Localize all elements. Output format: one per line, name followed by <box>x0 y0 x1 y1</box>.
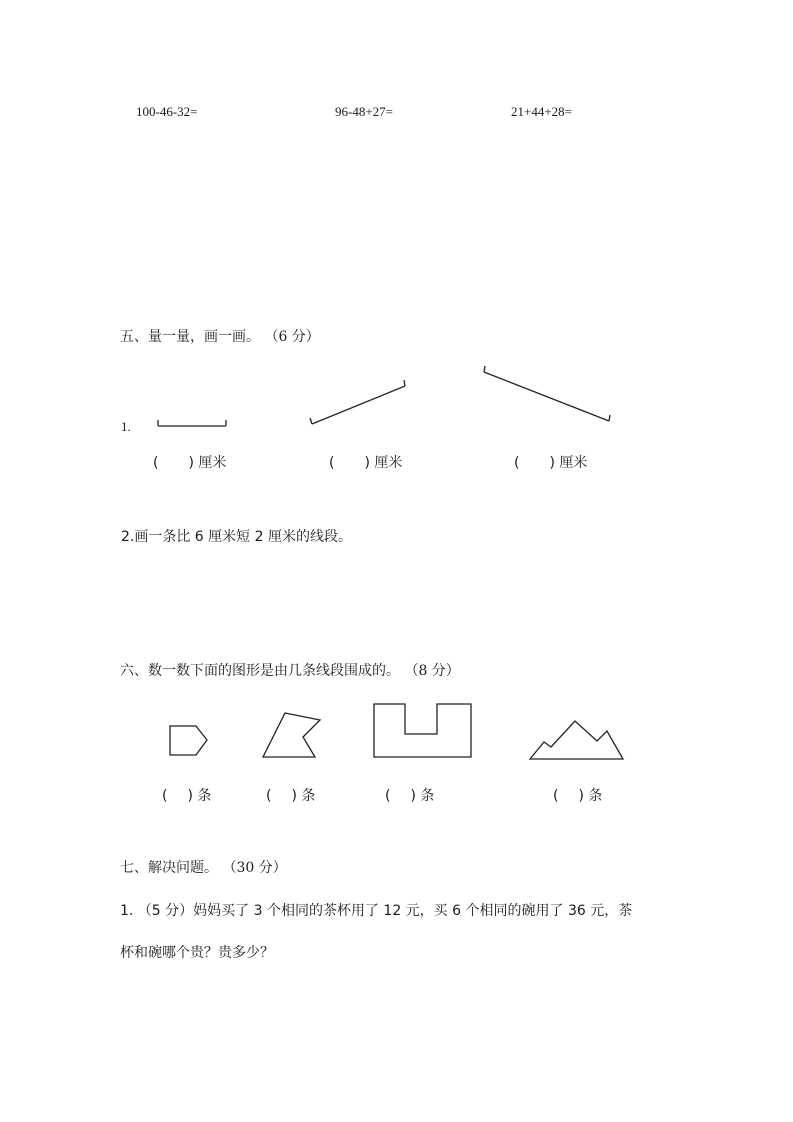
shape-pentagon <box>170 726 207 755</box>
paren-open: ( <box>385 788 391 804</box>
section-7-title: 七、解决问题。 <box>120 860 218 876</box>
problem-1-line-2: 杯和碗哪个贵？贵多少？ <box>120 945 274 961</box>
section-6-heading <box>120 660 460 680</box>
paren-open: ( <box>266 788 272 804</box>
paren-open: ( <box>162 788 168 804</box>
q1-label: 1. <box>121 419 131 434</box>
section-7-score: （30 分） <box>222 860 287 876</box>
section-6-title: 六、数一数下面的图形是由几条线段围成的。 <box>120 663 400 679</box>
unit-label: 条 <box>420 788 435 804</box>
answer-blank-shape-1[interactable] <box>162 785 211 805</box>
segment-1 <box>158 420 226 426</box>
paren-close: ) <box>410 788 416 804</box>
answer-blank-shape-3[interactable] <box>385 785 434 805</box>
shape-u <box>374 704 471 757</box>
paren-close: ) <box>291 788 297 804</box>
unit-label: 条 <box>197 788 212 804</box>
unit-label: 条 <box>301 788 316 804</box>
calc-expression-2: 96-48+27= <box>335 104 393 119</box>
paren-open: ( <box>514 455 520 471</box>
paren-open: ( <box>329 455 335 471</box>
section-7-heading <box>120 857 287 877</box>
answer-blank-shape-2[interactable] <box>266 785 315 805</box>
section-6-score: （8 分） <box>404 663 460 679</box>
answer-blank-segment-2[interactable] <box>329 452 402 472</box>
paren-close: ) <box>578 788 584 804</box>
shape-mountain <box>530 721 623 759</box>
paren-open: ( <box>553 788 559 804</box>
q2-text: 2.画一条比 6 厘米短 2 厘米的线段。 <box>121 529 352 545</box>
paren-close: ) <box>364 455 370 471</box>
paren-close: ) <box>187 788 193 804</box>
answer-blank-segment-1[interactable] <box>153 452 226 472</box>
unit-label: 厘米 <box>559 455 588 471</box>
problem-1-line-1: 1. （5 分）妈妈买了 3 个相同的茶杯用了 12 元，买 6 个相同的碗用了 36 元，茶 <box>120 903 633 919</box>
answer-blank-segment-3[interactable] <box>514 452 587 472</box>
calc-expression-1: 100-46-32= <box>136 104 198 119</box>
shape-concave-quadrilateral <box>263 713 320 757</box>
paren-close: ) <box>549 455 555 471</box>
unit-label: 条 <box>588 788 603 804</box>
unit-label: 厘米 <box>198 455 227 471</box>
calc-expression-3: 21+44+28= <box>511 104 572 119</box>
segment-2 <box>310 380 405 424</box>
segment-3 <box>484 366 610 421</box>
section-5-score: （6 分） <box>264 329 320 345</box>
paren-close: ) <box>188 455 194 471</box>
answer-blank-shape-4[interactable] <box>553 785 602 805</box>
section-5-title: 五、量一量，画一画。 <box>120 329 260 345</box>
unit-label: 厘米 <box>374 455 403 471</box>
paren-open: ( <box>153 455 159 471</box>
